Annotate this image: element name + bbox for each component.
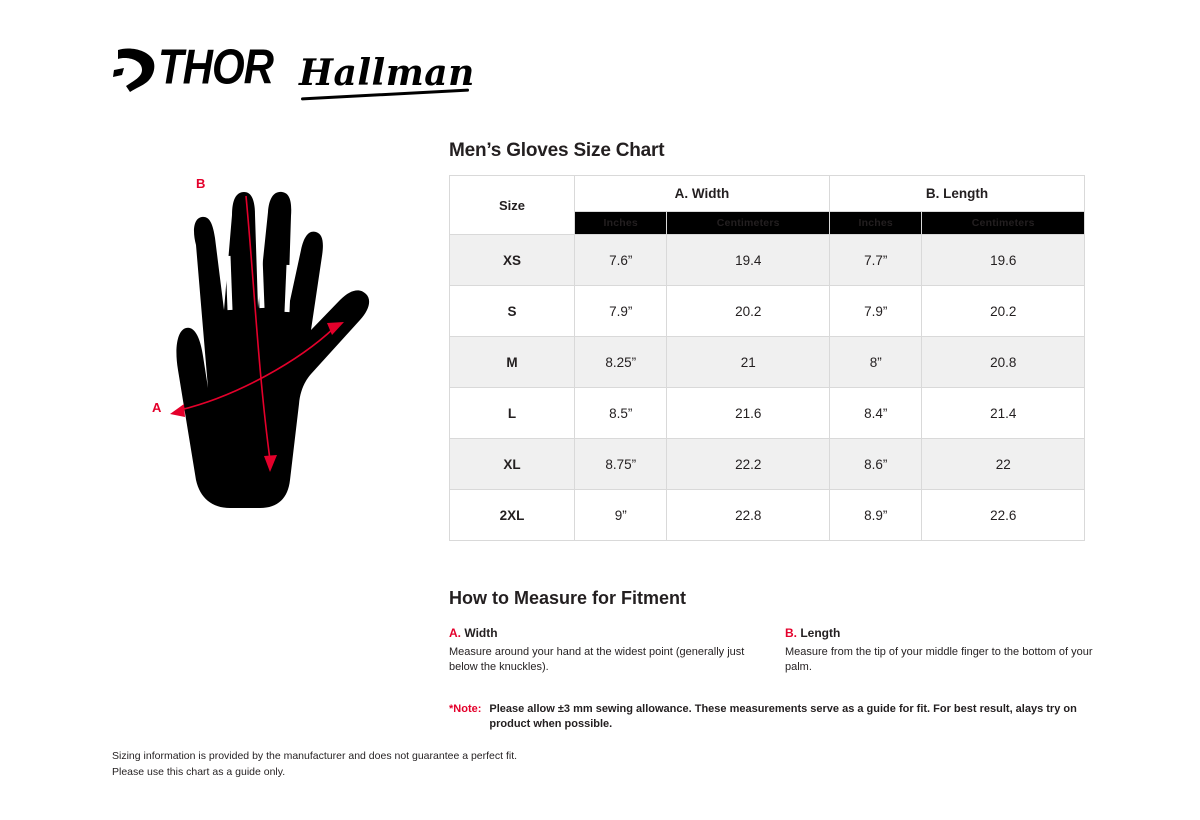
header-width-group: A. Width — [575, 176, 830, 212]
cell-width-inches: 8.5” — [575, 388, 667, 439]
cell-size: L — [450, 388, 575, 439]
header-size: Size — [450, 176, 575, 235]
table-header-row-groups — [450, 176, 1085, 212]
hallman-wordmark: Hallman — [299, 52, 475, 94]
cell-length-inches: 8.6” — [829, 439, 921, 490]
note-text: Please allow ±3 mm sewing allowance. These measurements serve as a guide for fit. For best result, alays try on product when possible. — [489, 703, 1077, 731]
measure-length-letter: B. — [785, 626, 797, 640]
cell-length-inches: 8.9” — [829, 490, 921, 541]
cell-length-inches: 7.7” — [829, 235, 921, 286]
table-row — [450, 286, 1085, 337]
cell-length-cm: 22.6 — [922, 490, 1085, 541]
diagram-label-a: A — [152, 400, 162, 415]
measure-width-letter: A. — [449, 626, 461, 640]
header-width-centimeters: Centimeters — [667, 212, 830, 235]
cell-width-inches: 7.9” — [575, 286, 667, 337]
cell-width-inches: 8.25” — [575, 337, 667, 388]
cell-length-inches: 8” — [829, 337, 921, 388]
hand-measurement-diagram — [108, 160, 438, 560]
footnote-line-1: Sizing information is provided by the manufacturer and does not guarantee a perfect fit. — [112, 750, 518, 762]
table-row — [450, 439, 1085, 490]
measure-length-body: Measure from the tip of your middle finger to the bottom of your palm. — [785, 646, 1093, 674]
cell-width-cm: 21.6 — [667, 388, 830, 439]
cell-size: S — [450, 286, 575, 337]
measure-width-body: Measure around your hand at the widest point (generally just below the knuckles). — [449, 646, 745, 674]
cell-length-cm: 21.4 — [922, 388, 1085, 439]
cell-size: M — [450, 337, 575, 388]
thor-wordmark: THOR — [158, 38, 273, 95]
table-row — [450, 235, 1085, 286]
table-header — [450, 176, 1085, 235]
cell-length-inches: 8.4” — [829, 388, 921, 439]
cell-length-cm: 20.2 — [922, 286, 1085, 337]
measure-length-name: Length — [800, 626, 841, 640]
header-length-group: B. Length — [829, 176, 1084, 212]
measure-width-heading — [449, 625, 759, 641]
table-row — [450, 388, 1085, 439]
hallman-logo — [299, 52, 475, 94]
cell-width-cm: 21 — [667, 337, 830, 388]
cell-width-cm: 22.8 — [667, 490, 830, 541]
header-length-inches: Inches — [829, 212, 921, 235]
measure-width-name: Width — [464, 626, 498, 640]
measure-length-heading — [785, 625, 1095, 641]
cell-length-inches: 7.9” — [829, 286, 921, 337]
diagram-label-b: B — [196, 176, 206, 191]
thor-logo — [112, 38, 273, 95]
table-row — [450, 337, 1085, 388]
cell-size: XL — [450, 439, 575, 490]
table-body — [450, 235, 1085, 541]
measure-length-block — [785, 625, 1095, 675]
cell-width-inches: 7.6” — [575, 235, 667, 286]
table-row — [450, 490, 1085, 541]
measure-width-block — [449, 625, 759, 675]
brand-header — [112, 38, 475, 95]
cell-length-cm: 19.6 — [922, 235, 1085, 286]
cell-width-inches: 9” — [575, 490, 667, 541]
cell-size: XS — [450, 235, 575, 286]
cell-length-cm: 20.8 — [922, 337, 1085, 388]
header-length-centimeters: Centimeters — [922, 212, 1085, 235]
footnotes — [112, 748, 517, 781]
cell-width-cm: 19.4 — [667, 235, 830, 286]
size-chart-table — [449, 175, 1085, 541]
cell-size: 2XL — [450, 490, 575, 541]
cell-width-inches: 8.75” — [575, 439, 667, 490]
cell-width-cm: 20.2 — [667, 286, 830, 337]
cell-width-cm: 22.2 — [667, 439, 830, 490]
howto-title: How to Measure for Fitment — [449, 588, 687, 608]
footnote-line-2: Please use this chart as a guide only. — [112, 766, 286, 779]
header-width-inches: Inches — [575, 212, 667, 235]
page-title: Men’s Gloves Size Chart — [449, 140, 665, 161]
thor-helmet-icon — [112, 48, 156, 94]
note-label: *Note: — [449, 703, 482, 715]
sewing-allowance-note — [449, 702, 1089, 733]
cell-length-cm: 22 — [922, 439, 1085, 490]
